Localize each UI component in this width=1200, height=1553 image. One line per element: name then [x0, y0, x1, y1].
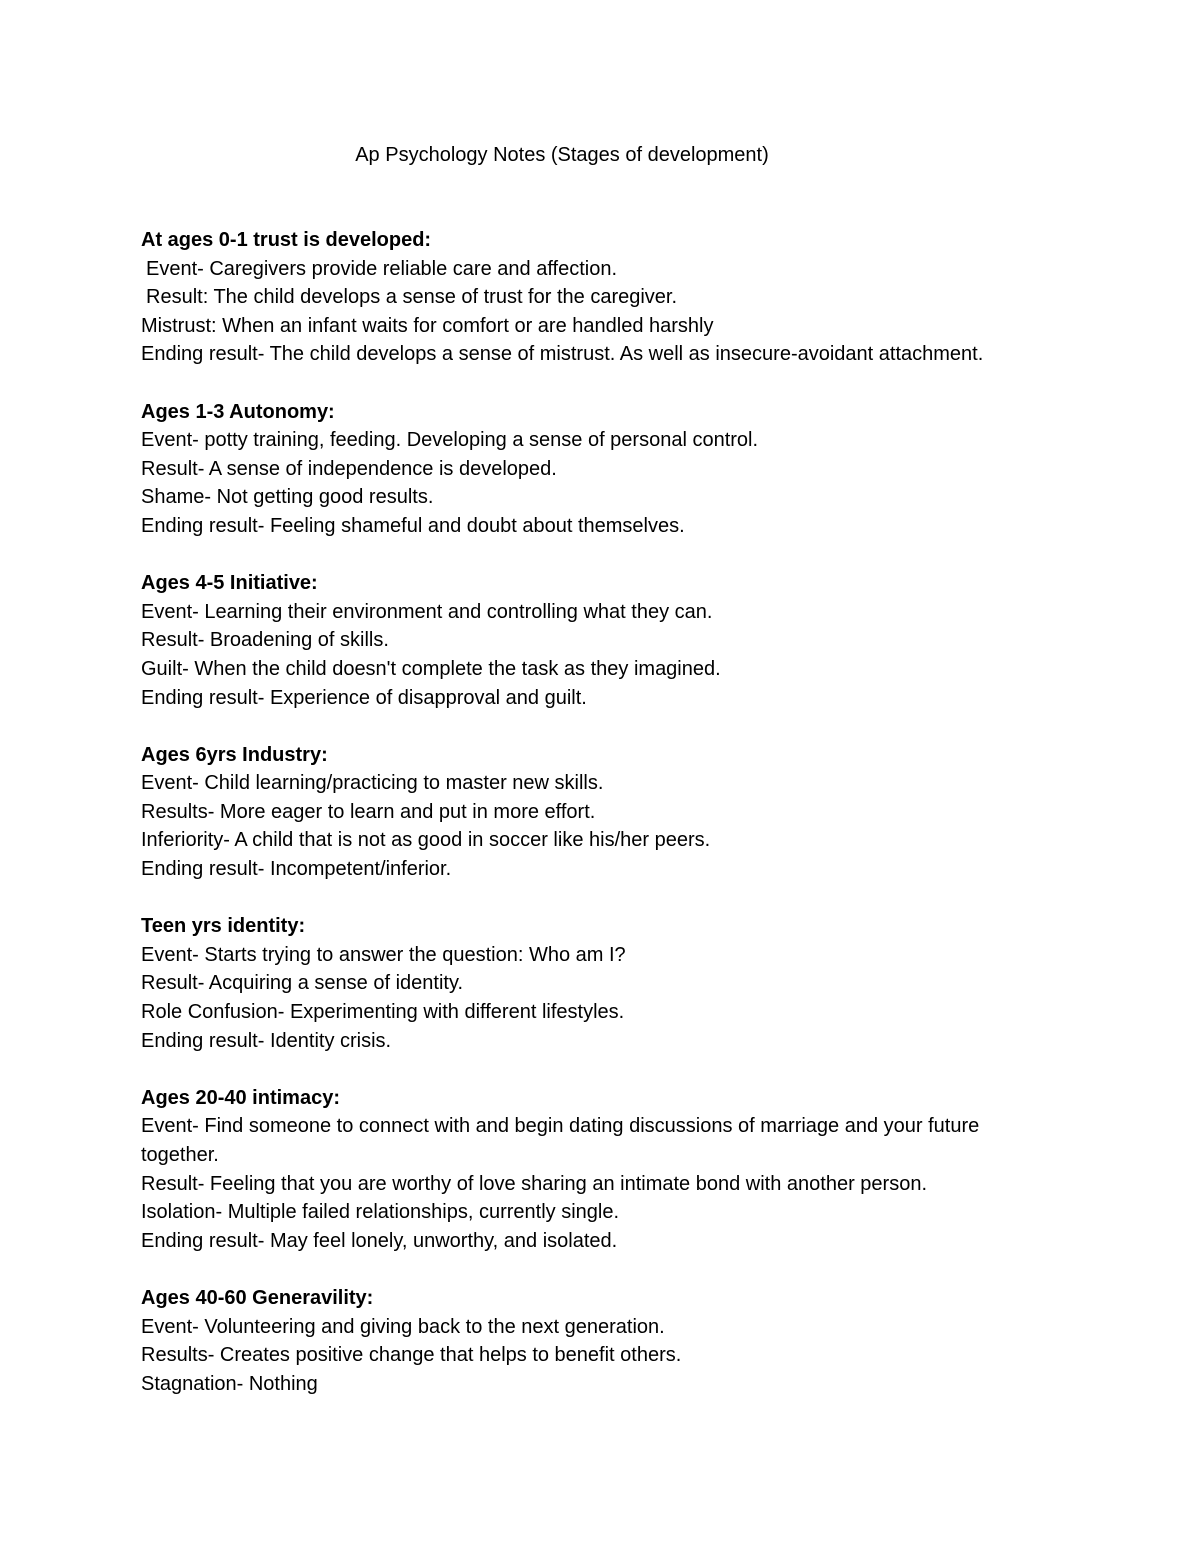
- section-line: Mistrust: When an infant waits for comfort or are handled harshly: [141, 314, 714, 337]
- section-line: Guilt- When the child doesn't complete the task as they imagined.: [141, 657, 721, 680]
- section-line: Event- Starts trying to answer the question: Who am I?: [141, 943, 626, 966]
- notes-body: [141, 226, 1061, 1427]
- section-line: Stagnation- Nothing: [141, 1372, 318, 1395]
- section-identity: [141, 912, 1061, 1055]
- section-initiative: [141, 569, 1061, 712]
- section-line: Inferiority- A child that is not as good in soccer like his/her peers.: [141, 829, 711, 852]
- section-line: Shame- Not getting good results.: [141, 486, 434, 509]
- section-intimacy: [141, 1084, 1061, 1256]
- section-line: Role Confusion- Experimenting with different lifestyles.: [141, 1001, 625, 1024]
- section-line: Event- Volunteering and giving back to the next generation.: [141, 1315, 665, 1338]
- section-line: Event- potty training, feeding. Developing a sense of personal control.: [141, 429, 759, 452]
- section-line: Result: The child develops a sense of trust for the caregiver.: [146, 286, 678, 309]
- section-line: Ending result- Feeling shameful and doubt about themselves.: [141, 514, 685, 537]
- section-generativity: [141, 1284, 1061, 1398]
- section-line: Ending result- The child develops a sense of mistrust. As well as insecure-avoidant attachment.: [141, 343, 984, 366]
- section-line: Event- Learning their environment and controlling what they can.: [141, 600, 713, 623]
- section-heading: Ages 1-3 Autonomy:: [141, 400, 335, 423]
- section-line: Event- Child learning/practicing to master new skills.: [141, 772, 604, 795]
- section-line: Result- Acquiring a sense of identity.: [141, 972, 464, 995]
- section-line: Event- Caregivers provide reliable care and affection.: [146, 257, 617, 280]
- section-line: Result- A sense of independence is developed.: [141, 457, 557, 480]
- section-line: Isolation- Multiple failed relationships, currently single.: [141, 1201, 620, 1224]
- section-heading: At ages 0-1 trust is developed:: [141, 229, 432, 251]
- section-line: Ending result- Incompetent/inferior.: [141, 858, 452, 881]
- section-heading: Ages 40-60 Generavility:: [141, 1286, 374, 1309]
- section-line: Event- Find someone to connect with and begin dating discussions of marriage and your future together.: [141, 1115, 980, 1166]
- section-line: Ending result- Identity crisis.: [141, 1029, 392, 1052]
- section-heading: Ages 4-5 Initiative:: [141, 572, 318, 595]
- section-line: Ending result- Experience of disapproval and guilt.: [141, 686, 587, 709]
- section-autonomy: [141, 398, 1061, 541]
- section-line: Results- More eager to learn and put in more effort.: [141, 800, 596, 823]
- page-title: Ap Psychology Notes (Stages of development): [355, 144, 769, 166]
- section-line: Result- Broadening of skills.: [141, 629, 389, 652]
- section-heading: Ages 6yrs Industry:: [141, 743, 328, 766]
- section-heading: Ages 20-40 intimacy:: [141, 1086, 340, 1109]
- section-line: Results- Creates positive change that helps to benefit others.: [141, 1344, 682, 1367]
- section-line: Result- Feeling that you are worthy of love sharing an intimate bond with another person.: [141, 1172, 927, 1195]
- section-trust: [141, 226, 1061, 369]
- section-industry: [141, 741, 1061, 884]
- section-heading: Teen yrs identity:: [141, 915, 306, 938]
- section-line: Ending result- May feel lonely, unworthy, and isolated.: [141, 1229, 618, 1252]
